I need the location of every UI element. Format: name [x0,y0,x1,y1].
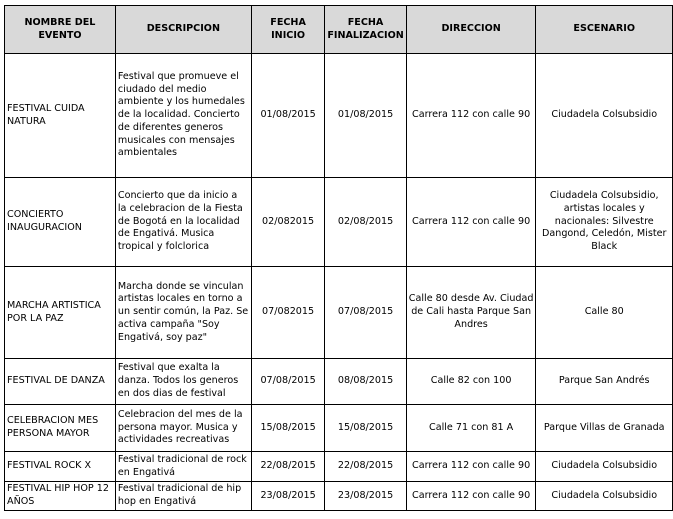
end-date-cell: 07/08/2015 [325,267,406,359]
events-table [4,5,673,511]
venue-cell: Parque Villas de Granada [536,405,673,452]
header-event-name: NOMBRE DEL EVENTO [5,6,116,54]
venue-cell: Ciudadela Colsubsidio [536,482,673,511]
event-name-cell: FESTIVAL DE DANZA [5,359,116,405]
header-row [5,6,673,54]
address-cell: Carrera 112 con calle 90 [406,482,536,511]
address-cell: Carrera 112 con calle 90 [406,452,536,482]
end-date-cell: 22/08/2015 [325,452,406,482]
description-cell: Marcha donde se vinculan artistas locales en torno a un sentir común, la Paz. Se activa campaña "Soy Engativá, soy paz" [115,267,251,359]
end-date-cell: 15/08/2015 [325,405,406,452]
end-date-cell: 08/08/2015 [325,359,406,405]
header-address: DIRECCION [406,6,536,54]
start-date-cell: 15/08/2015 [251,405,325,452]
event-name-cell: FESTIVAL CUIDA NATURA [5,54,116,178]
header-end-date: FECHA FINALIZACION [325,6,406,54]
start-date-cell: 02/082015 [251,178,325,267]
venue-cell: Ciudadela Colsubsidio [536,54,673,178]
address-cell: Calle 71 con 81 A [406,405,536,452]
end-date-cell: 23/08/2015 [325,482,406,511]
venue-cell: Ciudadela Colsubsidio, artistas locales y nacionales: Silvestre Dangond, Celedón, Mister Black [536,178,673,267]
table-row [5,405,673,452]
end-date-cell: 02/08/2015 [325,178,406,267]
event-name-cell: FESTIVAL HIP HOP 12 AÑOS [5,482,116,511]
description-cell: Festival que promueve el ciudado del medio ambiente y los humedales de la localidad. Concierto de diferentes generos musicales con mensajes ambientales [115,54,251,178]
description-cell: Festival tradicional de rock en Engativá [115,452,251,482]
venue-cell: Ciudadela Colsubsidio [536,452,673,482]
table-row [5,482,673,511]
address-cell: Calle 80 desde Av. Ciudad de Cali hasta Parque San Andres [406,267,536,359]
header-venue: ESCENARIO [536,6,673,54]
table-row [5,178,673,267]
description-cell: Celebracion del mes de la persona mayor. Musica y actividades recreativas [115,405,251,452]
address-cell: Carrera 112 con calle 90 [406,178,536,267]
header-start-date: FECHA INICIO [251,6,325,54]
end-date-cell: 01/08/2015 [325,54,406,178]
event-name-cell: MARCHA ARTISTICA POR LA PAZ [5,267,116,359]
start-date-cell: 22/08/2015 [251,452,325,482]
venue-cell: Calle 80 [536,267,673,359]
table-row [5,452,673,482]
table-row [5,359,673,405]
address-cell: Carrera 112 con calle 90 [406,54,536,178]
table-row [5,267,673,359]
address-cell: Calle 82 con 100 [406,359,536,405]
event-name-cell: FESTIVAL ROCK X [5,452,116,482]
description-cell: Concierto que da inicio a la celebracion de la Fiesta de Bogotá en la localidad de Engativá. Musica tropical y folclorica [115,178,251,267]
header-description: DESCRIPCION [115,6,251,54]
start-date-cell: 07/08/2015 [251,359,325,405]
table-row [5,54,673,178]
start-date-cell: 07/082015 [251,267,325,359]
start-date-cell: 23/08/2015 [251,482,325,511]
venue-cell: Parque San Andrés [536,359,673,405]
event-name-cell: CONCIERTO INAUGURACION [5,178,116,267]
description-cell: Festival que exalta la danza. Todos los generos en dos dias de festival [115,359,251,405]
start-date-cell: 01/08/2015 [251,54,325,178]
event-name-cell: CELEBRACION MES PERSONA MAYOR [5,405,116,452]
description-cell: Festival tradicional de hip hop en Engativá [115,482,251,511]
